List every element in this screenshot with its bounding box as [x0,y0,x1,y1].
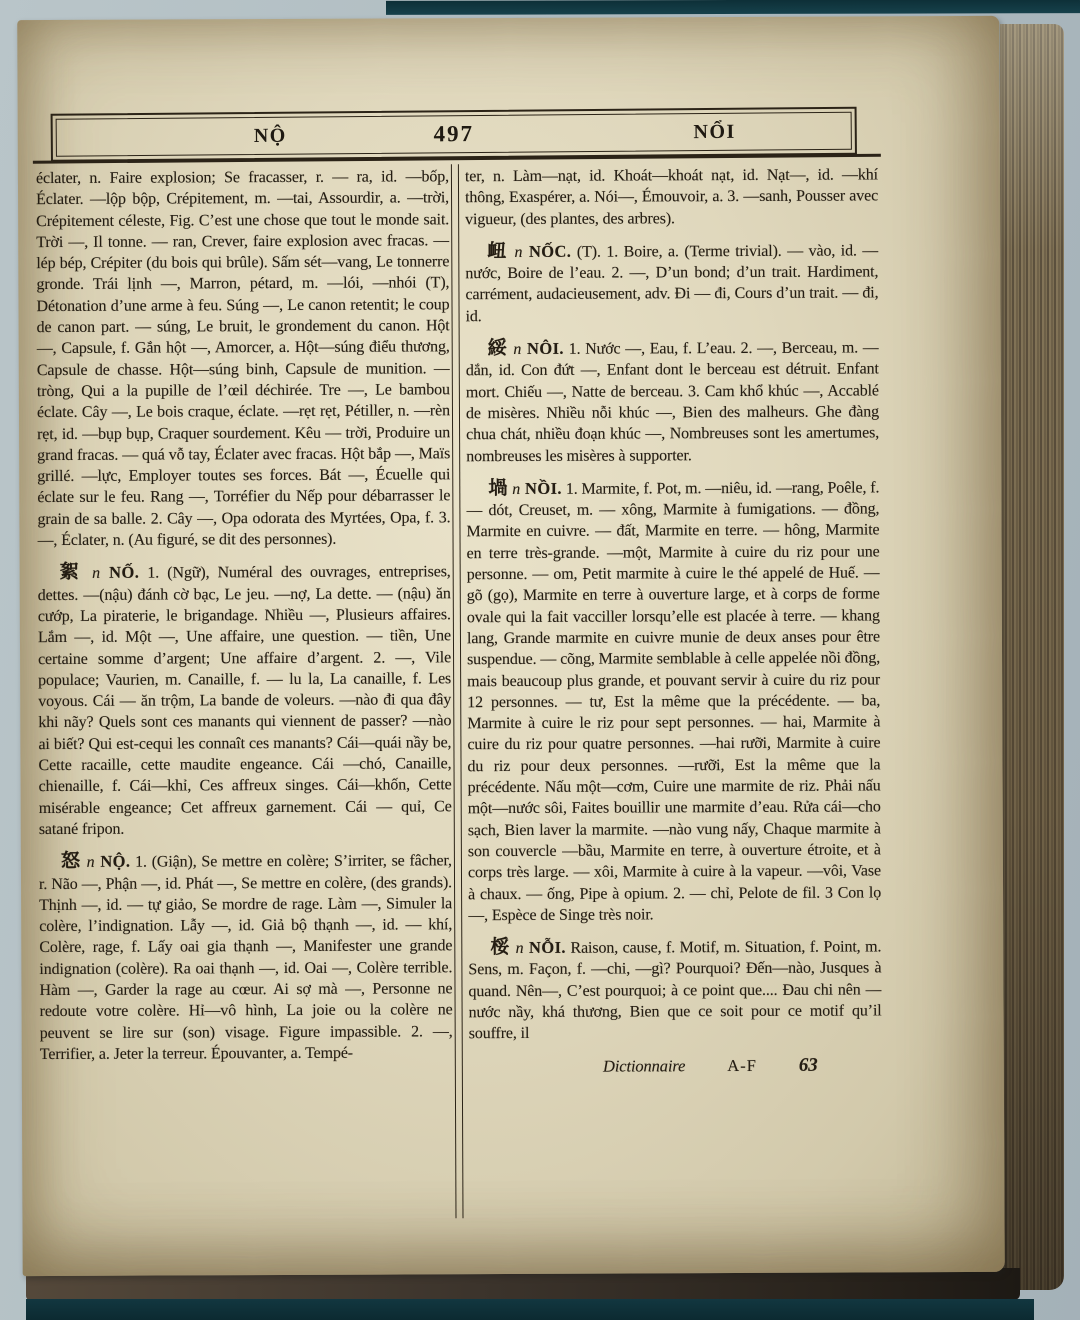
footer-volume-label: A-F [727,1055,757,1075]
entry-body-text: éclater, n. Faire explosion; Se fracasser, r. — ra, id. —bốp, Éclater. —lộp bộp, Crépitement, m. —tai, Assourdir, a. —trời, Crépitement céleste, Fig. C’est une chose que tout le monde sait. Trời —, Il tonne. — ran, Crever, faire explosion avec fracas. — lép bép, Crépiter (du bois qui brûle). Sấm sét—vang, Le tonnerre gronde. Trái lịnh —, Marron, pétard, m. —lói, —nhói (T), Détonation d’une arme à feu. Súng —, Le canon retentit; le coup de canon part. — súng, Le bruit, le grondement du canon. Hột —, Capsule, f. Gắn hột —, Amorcer, a. Hột—súng điểu thương, Capsule de chasse. Hột—súng binh, Capsule de munition. —tròng, Qui a la pupille de l’œil déchirée. Tre —, Le bambou éclate. Cây —, Le bois craque, éclate. —rẹt rẹt, Pétiller, n. —rèn rẹt, id. —bụp bụp, Craquer sourdement. Kêu — trời, Produire un grand fracas. — quá vỗ tay, Éclater avec fracas. Hột bắp —, Maïs grillé. —lực, Employer toutes ses forces. Bát —, Écuelle qui éclate sur le feu. Rang —, Torréfier du Nếp pour débarrasser le grain de sa balle. 2. Cây —, Opa odorata des Myrtées, Opa, f. 3. —, Éclater, n. (Au figuré, se dit des personnes). [35,168,451,550]
part-of-speech-label: n [515,940,524,958]
part-of-speech-label: n [92,565,101,583]
headword: NÔI. [526,338,564,359]
dictionary-entry [39,849,453,1065]
entry-body-text: ter, n. Làm—nạt, id. Khoát—khoát nạt, id. Nạt—, id. —khí thông, Exaspérer, a. Nói—, Émouvoir, a. 3. —sanh, Pousser avec vigueur, (des plantes, des arbres). [464,166,879,228]
dictionary-page [17,16,1004,1276]
running-head-right-word: NỔI [693,120,736,144]
entry-body-text: 1. (Giận), Se mettre en colère; S’irriter, se fâcher, r. Não —, Phận —, id. Phát —, Se mettre en colère, (des grands). Thịnh —, id. — tự giảo, Se mordre de rage. Làm —, Simuler la colère, l’indignation. Lẫy —, id. Giả bộ thạnh —, id. — khí, Colère, rage, f. Lấy oai gia thạnh —, Manifester une grande indignation (colère). Ra oai thạnh —, id. Oai —, Colère terrible. Hàm —, Garder la rage au cœur. Ai sợ mà —, Personne ne redoute votre colère. Hỉ—vô hình, La joie ou la colère ne peuvent se lire sur (son) visage. Figure impassible. 2. —, Terrifier, a. Jeter la terreur. Épouvanter, a. Tempé- [38,852,453,1063]
running-head-left-word: NỘ [253,124,287,147]
han-nom-character: 堝 [488,477,508,499]
headword: NỖI. [528,937,566,958]
entry-body-text: Raison, cause, f. Motif, m. Situation, f. Point, m. Sens, m. Façon, f. —chi, —gì? Pourquoi? Đến—nào, Jusques à quand. Nên—, C’est pourquoi; à ce point que.... Đau chi nên — nước nầy, khá thương, Bien que ce soit pour ce motif qu’il souffre, il [468,938,882,1043]
part-of-speech-label: n [86,854,95,872]
han-nom-character: 綏 [487,338,508,360]
table-background-strip-bottom [26,1299,1034,1320]
entry-body-text: (T). 1. Boire, a. (Terme trivial). — vào, id. — nước, Boire de l’eau. 2. —, D’un bond; d’un trait. Hardiment, carrément, audacieusement, adv. Đi — đi, Cours d’un trait. — đi, id. [465,242,879,325]
dictionary-entry [468,935,881,1044]
entry-body-text: 1. Marmite, f. Pot, m. —niêu, id. —rang, Poêle, f. — dót, Creuset, m. — xông, Marmite à fumigations. — đồng, Marmite en cuivre. — đất, Marmite en terre. — hông, Marmite en terre très-grande. —một, Marmite à cuire du riz pour une personne. — om, Petit marmite à cuire le thé appelé de Huế. — gõ (gọ), Marmite en terre à ouverture large, et à corps de forme ovale qui la fait vacciller lorsqu’elle est placée à terre. — khang lang, Grande marmite en cuivre munie de deux anses pour être suspendue. — cõng, Marmite semblable à celle appelée nồi đồng, mais beaucoup plus grande, et pouvant servir à cuire du riz pour 12 personnes. — tư, Est la même que la précédente. — ba, Marmite à cuire le riz pour sept personnes. — hai, Marmite à cuire du riz pour quatre personnes. —hai rưỡi, Marmite à cuire du riz pour deux personnes. —rưỡi, Est la même que la précédente. Nấu một—cơm, Cuire une marmite de riz. Phải nấu một—nước sôi, Faites bouillir une marmite d’eau. Rửa cái—cho sạch, Bien laver la marmite. —nào vung nấy, Chaque marmite à son couvercle —bầu, Marmite en terre, à ouverture étroite, et à corps très large. — xôi, Marmite à cuire à la vapeur. —vôi, Vase à chaux. — ống, Pipe à opium. 2. — chỉ, Pelote de fil. 3 Con lọ —, Espèce de Singe très noir. [466,479,882,924]
part-of-speech-label: n [512,480,521,498]
right-column [465,164,883,1222]
footer-signature-number: 63 [798,1054,818,1076]
headword: NỐ. [109,562,140,583]
page-footer [469,1054,882,1077]
headword: NỒI. [524,478,562,498]
dictionary-entry [465,239,878,327]
entry-body-text: 1. Nước —, Eau, f. L’eau. 2. —, Berceau, m. — dắn, id. Con đứt —, Enfant dont le berceau est détruit. Enfant mort. Chiếu —, Natte de berceau. 3. Cam khổ khúc —, Accablé de misères. Nhiều nỗi khúc —, Bien des malheurs. Ghe đàng chua chát, nhiều đoạn khúc —, Nombreuses sont les amertumes, nombreuses les misères à supporter. [465,339,880,465]
dictionary-entry [38,561,452,841]
dictionary-entry [466,476,881,926]
headword: NỘ. [100,851,131,871]
han-nom-character: 桵 [490,937,511,959]
part-of-speech-label: n [513,341,522,359]
continuation-paragraph [465,164,878,230]
page-number: 497 [433,121,475,147]
running-head-box [51,107,857,162]
han-nom-character: 衄 [487,240,508,262]
entry-body-text: 1. (Ngữ), Numéral des ouvrages, entreprises, dettes. —(nậu) đánh cờ bạc, Le jeu. —nợ, La dette. — (nậu) ăn cướp, La piraterie, le brigandage. Nhiều —, Plusieurs affaires. Lắm —, id. Một —, Une affaire, une question. — tiền, Une certaine somme d’argent; Une affaire d’argent. 2. —, Vile populace; Vaurien, m. Canaille, f. — lu la, La canaille, f. Les voyous. Cái — ăn trộm, La bande de voleurs. —nào đi qua đây khi nãy? Quels sont ces manants qui viennent de passer? —nào ai biết? Qui est-cequi les connaît ces manants? Cái—quái nầy be, Cette racaille, cette maudite engeance. Cái —chó, Canaille, chienaille, f. Cái—khỉ, Ces affreux singes. Cái—khốn, Cette misérable engeance; Cet affreux garnement. Cái — quỉ, Ce satané fripon. [37,563,452,838]
book-page-fore-edge [1000,24,1064,1290]
running-head-inner-rule [56,112,852,157]
han-nom-character: 絮 [59,562,83,584]
han-nom-character: 怒 [60,851,81,873]
headword: NỐC. [528,241,572,261]
left-column [36,166,454,1224]
part-of-speech-label: n [514,243,523,261]
footer-dictionary-label: Dictionnaire [602,1055,686,1076]
continuation-paragraph [36,166,451,551]
dictionary-entry [466,336,880,467]
table-background-strip-top [386,0,1080,15]
